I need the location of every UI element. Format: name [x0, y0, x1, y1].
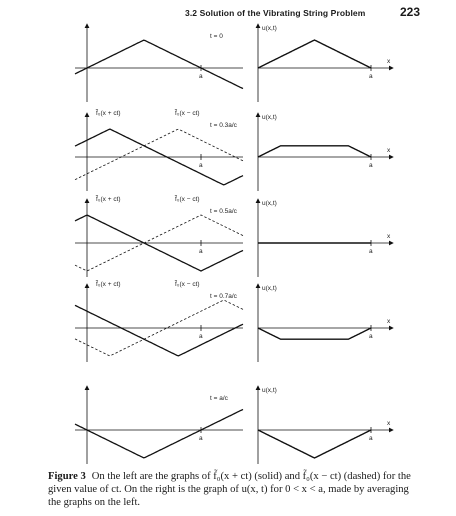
panel-row-5 — [75, 386, 393, 464]
left-a-label: a — [199, 248, 203, 255]
right-x-label: x — [387, 58, 391, 65]
caption-figure-label: Figure 3 — [48, 471, 86, 482]
left-a-label: a — [199, 73, 203, 80]
time-label: t = 0.3a/c — [210, 122, 237, 129]
right-a-label: a — [369, 333, 373, 340]
left-solid-label: f̃₀(x + ct) — [96, 110, 121, 117]
left-dashed-label: f̃₀(x − ct) — [175, 196, 200, 203]
right-u-label: u(x,t) — [262, 285, 277, 292]
left-solid-label: f̃₀(x + ct) — [96, 196, 121, 203]
right-x-label: x — [387, 233, 391, 240]
time-label: t = 0.7a/c — [210, 293, 237, 300]
panel-row-1 — [75, 24, 393, 102]
left-solid-label: f̃₀(x + ct) — [96, 281, 121, 288]
left-graph-initial — [75, 40, 243, 88]
right-x-label: x — [387, 147, 391, 154]
left-dashed-label: f̃₀(x − ct) — [175, 281, 200, 288]
right-x-label: x — [387, 318, 391, 325]
right-a-label: a — [369, 73, 373, 80]
left-dashed-label: f̃₀(x − ct) — [175, 110, 200, 117]
caption-text: On the left are the graphs of f̃₀(x + ct) (solid) and f̃₀(x − ct) (dashed) for the given value of ct. On the right is the graph of u(x, t) for 0 < x < a, made by averaging the graphs on the left. — [48, 471, 411, 509]
right-x-label: x — [387, 420, 391, 427]
figure-caption — [48, 470, 418, 510]
page-number: 223 — [400, 5, 421, 19]
left-a-label: a — [199, 162, 203, 169]
panel-row-3 — [75, 195, 393, 277]
right-a-label: a — [369, 435, 373, 442]
right-a-label: a — [369, 162, 373, 169]
right-graph-u — [258, 146, 371, 157]
left-a-label: a — [199, 333, 203, 340]
panel-row-2 — [75, 109, 393, 191]
panel-row-4 — [75, 280, 393, 362]
right-u-label: u(x,t) — [262, 114, 277, 121]
time-label: t = 0.5a/c — [210, 208, 237, 215]
running-header-title: 3.2 Solution of the Vibrating String Problem — [185, 8, 366, 18]
right-a-label: a — [369, 248, 373, 255]
time-label: t = 0 — [210, 33, 223, 40]
right-u-label: u(x,t) — [262, 25, 277, 32]
right-u-label: u(x,t) — [262, 200, 277, 207]
time-label: t = a/c — [210, 395, 228, 402]
left-graph-dashed — [75, 129, 243, 180]
left-graph-solid — [75, 409, 243, 457]
left-graph-solid — [75, 305, 243, 356]
right-graph-u — [258, 430, 371, 458]
left-a-label: a — [199, 435, 203, 442]
right-graph-u — [258, 40, 371, 68]
right-u-label: u(x,t) — [262, 387, 277, 394]
right-graph-u — [258, 328, 371, 339]
